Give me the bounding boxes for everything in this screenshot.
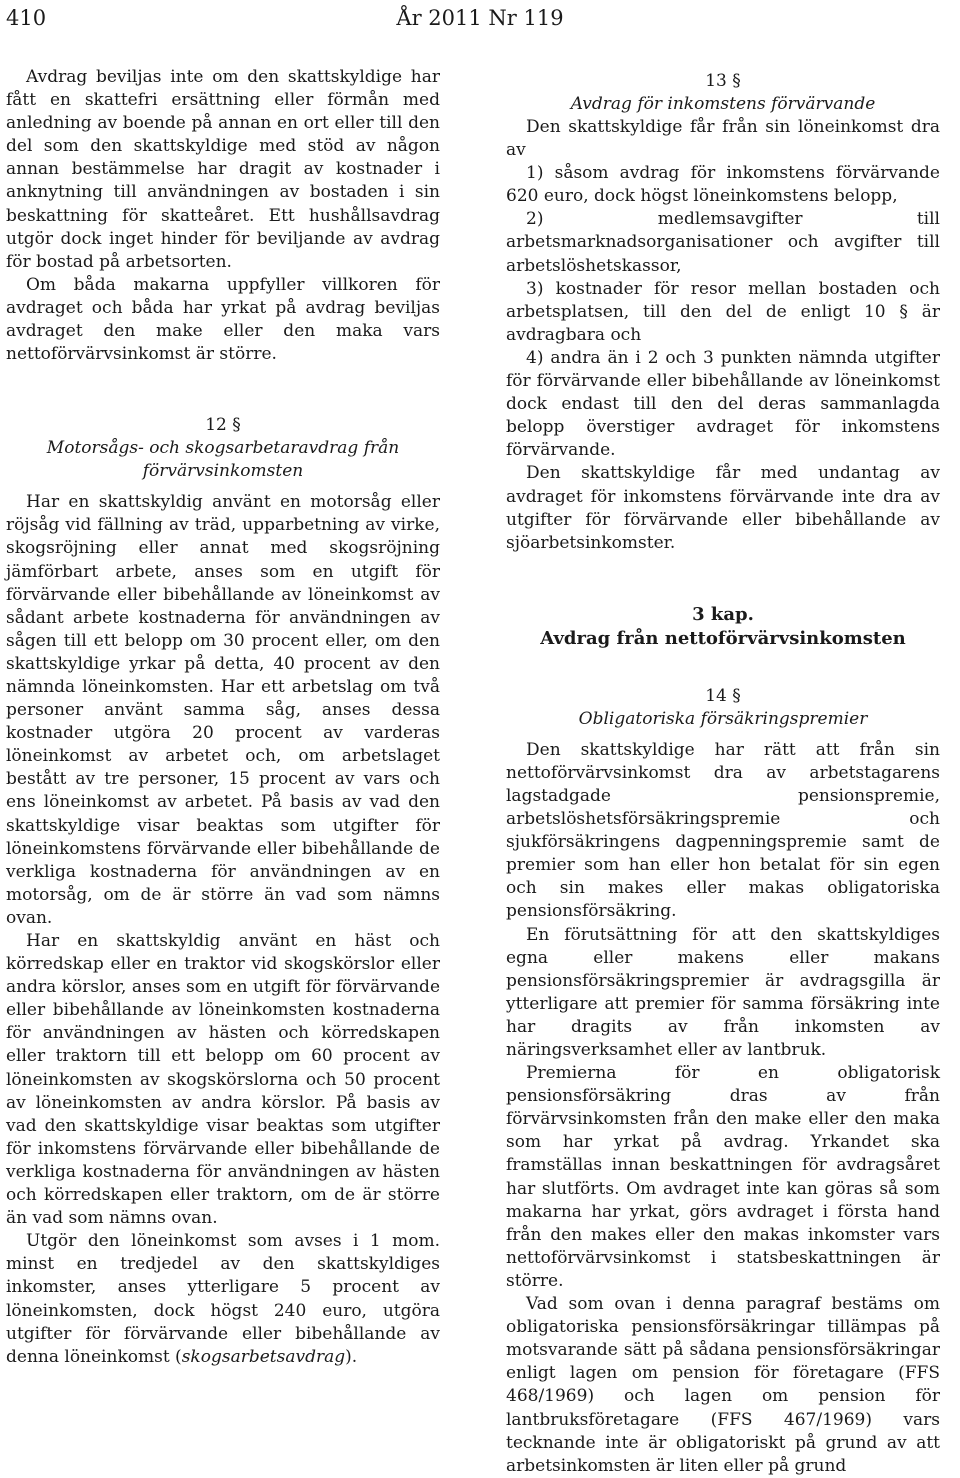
paragraph: Den skattskyldige har rätt att från sin nettoförvärvsinkomst dra av arbetstagarens lagstadgade pensionspremie, arbetslöshetsförsäkringspremie och sjukförsäkringens dagpenningspremie samt de premier som han eller hon betalat för sin egen och sin makes eller makas obligatoriska pensionsförsäkring. [506, 739, 940, 922]
paragraph: Om båda makarna uppfyller villkoren för avdraget och båda har yrkat på avdrag beviljas avdraget den make eller den maka vars nettoförvärvsinkomst är större. [6, 274, 440, 365]
term-italic: skogsarbetsavdrag [181, 1346, 346, 1367]
section-number: 14 § [705, 685, 741, 706]
paragraph: Vad som ovan i denna paragraf bestäms om obligatoriska pensionsförsäkringar tillämpas på motsvarande sätt på sådana pensionsförsäkringar enligt lagen om pension för företagare (FFS 468/1969) och lagen om pension för lantbruksföretagare (FFS 467/1969) vars tecknande inte är obligatoriskt på grund av att arbetsinkomsten är liten eller på grund [506, 1294, 940, 1476]
list-item: 2) medlemsavgifter till arbetsmarknadsorganisationer och avgifter till arbetslöshetskassor, [506, 209, 940, 276]
paragraph: Premierna för en obligatorisk pensionsförsäkring dras av från förvärvsinkomsten från den make eller den maka som har yrkat på avdrag. Yrkandet ska framställas innan beskattningen för avdragsåret har slutförts. Om avdraget inte kan göras så som makarna har yrkat, görs avdraget i första hand från den makes eller den makas inkomster vars nettoförvärvsinkomst i statsbeskattningen är större. [506, 1063, 940, 1291]
list-item: 3) kostnader för resor mellan bostaden och arbetsplatsen, till den del de enligt 10 § är avdragbara och [506, 278, 940, 345]
right-column [506, 70, 940, 1478]
chapter-number: 3 kap. [692, 603, 754, 625]
paragraph: Den skattskyldige får med undantag av avdraget för inkomstens förvärvande inte dra av utgifter för förvärvande eller bibehållande av sjöarbetsinkomster. [506, 463, 940, 553]
paragraph [6, 1230, 440, 1369]
page-number: 410 [6, 6, 47, 30]
page-header [0, 4, 960, 34]
list-item: 4) andra än i 2 och 3 punkten nämnda utgifter för förvärvande eller bibehållande av löneinkomst dock endast till den del deras sammanlagda belopp överstiger avdraget för inkomstens förvärvande. [506, 347, 940, 461]
chapter-title: Avdrag från nettoförvärvsinkomsten [540, 627, 906, 649]
section-title: Obligatoriska försäkringspremier [578, 708, 868, 729]
list-item: 1) såsom avdrag för inkomstens förvärvande 620 euro, dock högst löneinkomstens belopp, [506, 163, 940, 207]
section-number: 13 § [705, 71, 741, 91]
running-title: År 2011 Nr 119 [396, 6, 564, 30]
left-column [6, 66, 440, 1369]
paragraph-text: ). [345, 1346, 358, 1367]
section-title: Avdrag för inkomstens förvärvande [570, 94, 876, 114]
paragraph: Har en skattskyldig använt en häst och körredskap eller en traktor vid skogskörslor eller andra körslor, anses som en utgift för förvärvande eller bibehållande av löneinkomsten kostnaderna för användningen av hästen och körredskapen eller traktorn till ett belopp om 60 procent av löneinkomsten av skogskörslorna och 50 procent av löneinkomsten av andra körslor. På basis av vad den skattskyldige visar beaktas som utgifter för inkomstens förvärvande eller bibehållande de verkliga kostnaderna för användningen av hästen och körredskapen eller traktorn, om de är större än vad som nämns ovan. [6, 931, 440, 1229]
paragraph: En förutsättning för att den skattskyldiges egna eller makens eller makans pensionsförsäkringspremier är avdragsgilla är ytterligare att premier för samma försäkring inte har dragits av från inkomsten av näringsverksamhet eller av lantbruk. [506, 924, 940, 1060]
paragraph-text: Utgör den löneinkomst som avses i 1 mom. minst en tredjedel av den skattskyldiges inkomster, anses ytterligare 5 procent av löneinkomsten, dock högst 240 euro, utgöra utgifter för förvärvande eller bibehållande av denna löneinkomst ( [6, 1231, 440, 1367]
paragraph: Avdrag beviljas inte om den skattskyldige har fått en skattefri ersättning eller förmån med anledning av boende på annan en ort eller till den del som den skattskyldige med stöd av någon annan bestämmelse har dragit av kostnader i anknytning till användningen av bostaden i sin beskattning för skatteåret. Ett hushållsavdrag utgör dock inget hinder för beviljande av avdrag för bostad på arbetsorten. [6, 67, 440, 272]
paragraph: Har en skattskyldig använt en motorsåg eller röjsåg vid fällning av träd, upparbetning av virke, skogsröjning eller annat med skogsröjning jämförbart arbete, anses som en utgift för förvärvande eller bibehållande av löneinkomst av sådant arbete kostnaderna för användningen av sågen till ett belopp om 30 procent eller, om den skattskyldige yrkar på detta, 40 procent av den nämnda löneinkomsten. Har ett arbetslag om två personer använt samma såg, anses dessa kostnader utgöra 20 procent av varderas löneinkomst av arbetet och, om arbetslaget bestått av tre personer, 15 procent av vars och ens löneinkomst av arbetet. På basis av vad den skattskyldige visar beaktas som utgifter för löneinkomstens förvärvande eller bibehållande de verkliga kostnaderna för användningen av en motorsåg, om de är större än vad som nämns ovan. [6, 492, 440, 928]
paragraph: Den skattskyldige får från sin löneinkomst dra av [506, 117, 940, 161]
section-number: 12 § [205, 415, 241, 436]
section-title: Motorsågs- och skogsarbetaravdrag från förvärvsinkomsten [46, 438, 400, 482]
